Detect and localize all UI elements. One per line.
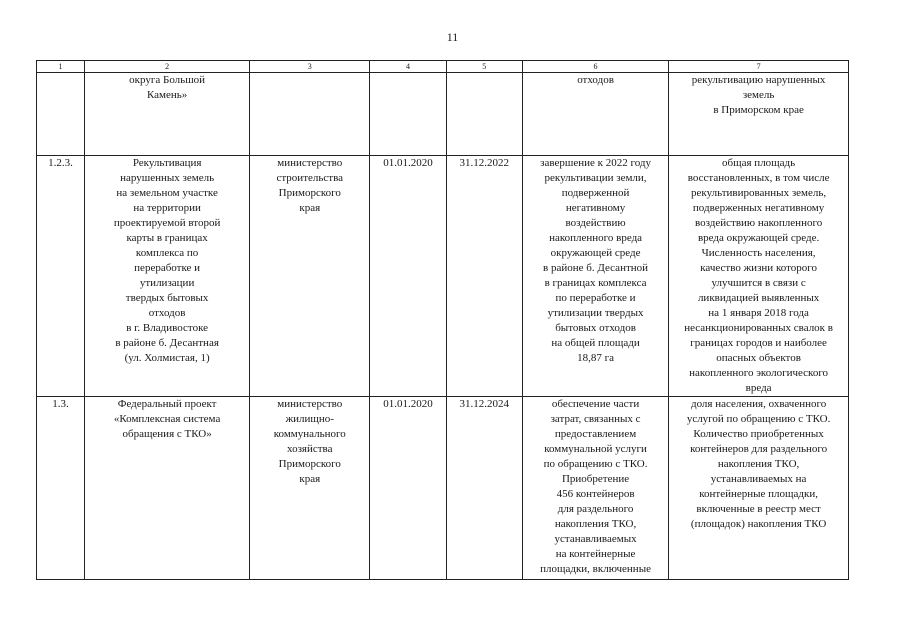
column-header: 2 [85,61,250,73]
row-number [37,73,85,156]
start-date [370,73,446,156]
column-header: 4 [370,61,446,73]
column-header: 5 [446,61,522,73]
column-header: 6 [522,61,668,73]
indicator: доля населения, охваченного услугой по обращению с ТКО. Количество приобретенных контейнеров для раздельного накопления ТКО, устанавливаемых на контейнерные площадки, включенные в реестр мест (площадок) накопления ТКО [669,397,849,580]
measures-table [36,60,849,580]
end-date: 31.12.2024 [446,397,522,580]
table-row [37,73,849,156]
expected-result: отходов [522,73,668,156]
expected-result: завершение к 2022 году рекультивации земли, подверженной негативному воздействию накопленного вреда окружающей среде в районе б. Десантной в границах комплекса по переработке и утилизации твердых бытовых отходов на общей площади 18,87 га [522,156,668,397]
expected-result: обеспечение части затрат, связанных с предоставлением коммунальной услуги по обращению с ТКО. Приобретение 456 контейнеров для раздельного накопления ТКО, устанавливаемых на контейнерные площадки, включенные [522,397,668,580]
indicator: рекультивацию нарушенных земель в Приморском крае [669,73,849,156]
end-date [446,73,522,156]
column-header: 3 [250,61,370,73]
row-number: 1.3. [37,397,85,580]
measure-name: округа Большой Камень» [85,73,250,156]
start-date: 01.01.2020 [370,156,446,397]
measure-name: Федеральный проект «Комплексная система обращения с ТКО» [85,397,250,580]
executor [250,73,370,156]
row-number: 1.2.3. [37,156,85,397]
table-row [37,156,849,397]
measure-name: Рекультивация нарушенных земель на земельном участке на территории проектируемой второй карты в границах комплекса по переработке и утилизации твердых бытовых отходов в г. Владивостоке в районе б. Десантная (ул. Холмистая, 1) [85,156,250,397]
indicator: общая площадь восстановленных, в том числе рекультивированных земель, подверженных негативному воздействию накопленного вреда окружающей среде. Численность населения, качество жизни которого улучшится в связи с ликвидацией выявленных на 1 января 2018 года несанкционированных свалок в границах городов и наиболее опасных объектов накопленного экологического вреда [669,156,849,397]
executor: министерство жилищно- коммунального хозяйства Приморского края [250,397,370,580]
end-date: 31.12.2022 [446,156,522,397]
start-date: 01.01.2020 [370,397,446,580]
column-header: 1 [37,61,85,73]
page-number: 11 [446,30,459,44]
column-header: 7 [669,61,849,73]
table-row [37,397,849,580]
executor: министерство строительства Приморского края [250,156,370,397]
header-row [37,61,849,73]
